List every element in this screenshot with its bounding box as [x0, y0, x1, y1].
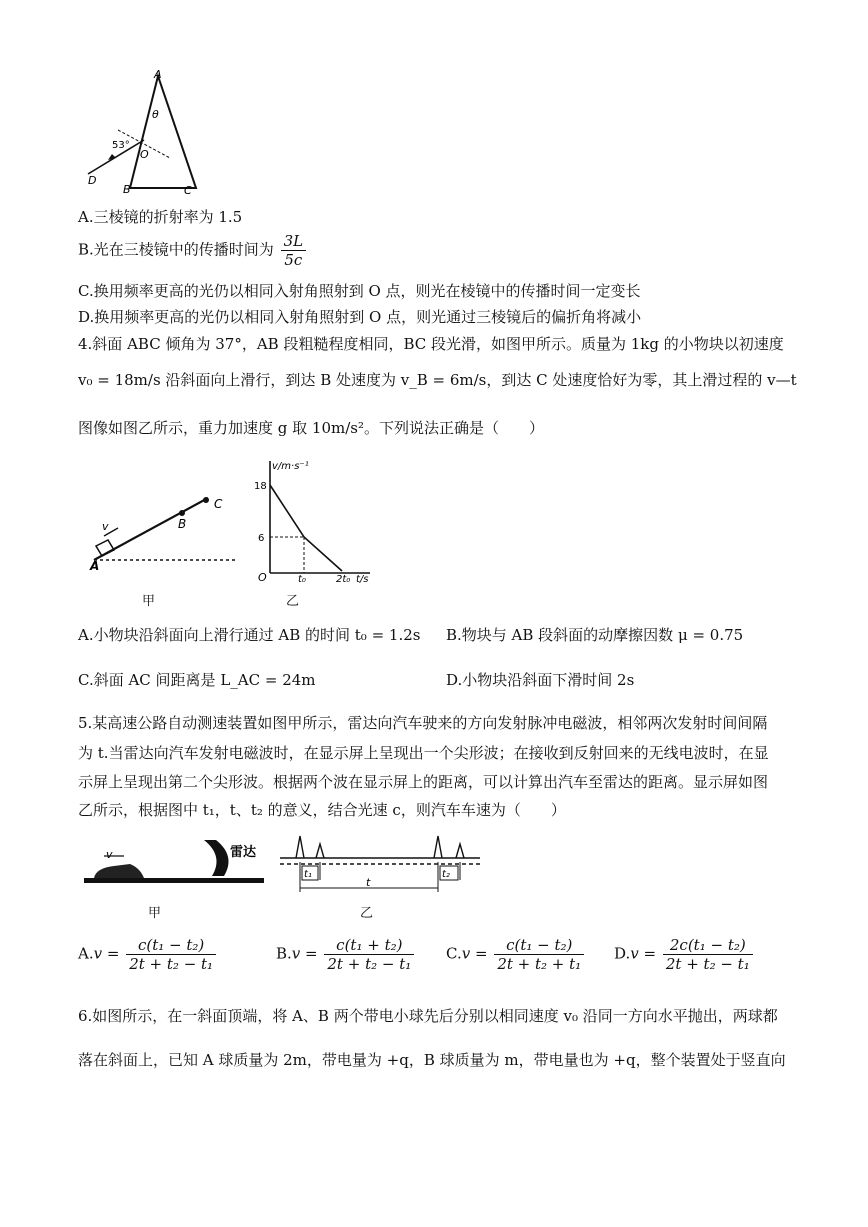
q5-fig-left-caption: 甲	[148, 906, 162, 921]
q4-stem-line2: v₀ = 18m/s 沿斜面向上滑行，到达 B 处速度为 v_B = 6m/s，到达 C 处速度恰好为零，其上滑过程的 v—t	[78, 371, 797, 389]
q4-stem-line3: 图像如图乙所示，重力加速度 g 取 10m/s²。下列说法正确是（ ）	[78, 419, 544, 437]
q4-fig-right-caption: 乙	[286, 594, 300, 609]
q5-option-c-prefix: C.	[446, 944, 462, 963]
vt-tick-6: 6	[258, 533, 265, 544]
q4-stem-line1: 4.斜面 ABC 倾角为 37°，AB 段粗糙程度相同，BC 段光滑，如图甲所示。质量为 1kg 的小物块以初速度	[78, 335, 784, 353]
vt-tick-18: 18	[254, 481, 267, 492]
q5-option-b: B.v = $\frac{\text{c(t₁ + t₂)}}{\text{2t + t₂ − t₁}}$	[276, 936, 416, 973]
q6-stem-line2: 落在斜面上，已知 A 球质量为 2m，带电量为 +q，B 球质量为 m，带电量也为 +q，整个装置处于竖直向	[78, 1051, 786, 1069]
q5-option-d-prefix: D.	[614, 944, 631, 963]
q4-fig-left-caption: 甲	[142, 594, 156, 609]
q3-option-c: C.换用频率更高的光仍以相同入射角照射到 O 点，则光在棱镜中的传播时间一定变长	[78, 282, 641, 300]
q4-option-d: D.小物块沿斜面下滑时间 2s	[446, 671, 635, 689]
vt-tick-2t0: 2t₀	[336, 574, 351, 583]
vt-tick-t0: t₀	[298, 574, 306, 583]
radar-t2-label: t₂	[442, 869, 450, 880]
vt-x-axis-label: t/s	[356, 574, 369, 583]
prism-vertex-B: B	[123, 183, 131, 196]
q6-stem-line1: 6.如图所示，在一斜面顶端，将 A、B 两个带电小球先后分别以相同速度 v₀ 沿同一方向水平抛出，两球都	[78, 1007, 778, 1025]
q3-option-b-numerator: 3L	[281, 232, 307, 251]
vt-graph	[252, 455, 382, 583]
prism-incident-angle: 53°	[112, 140, 130, 151]
slope-velocity-v: v	[102, 520, 109, 533]
q5-option-b-fraction	[324, 936, 414, 973]
prism-vertex-C: C	[184, 184, 192, 197]
q4-option-c: C.斜面 AC 间距离是 L_AC = 24m	[78, 671, 316, 689]
q5-option-b-denominator: 2t + t₂ − t₁	[327, 955, 412, 973]
q5-option-a: A.v = $\frac{\text{c(t₁ − t₂)}}{\text{2t + t₂ − t₁}}$	[78, 936, 218, 973]
slope-figure	[78, 488, 248, 580]
q3-option-b	[78, 232, 308, 269]
slope-point-B: B	[178, 517, 187, 531]
prism-point-O: O	[140, 148, 149, 161]
q5-option-d-denominator: 2t + t₂ − t₁	[665, 955, 750, 973]
q5-stem-line4: 乙所示，根据图中 t₁，t、t₂ 的意义，结合光速 c，则汽车车速为（ ）	[78, 801, 566, 819]
q5-option-c-fraction	[494, 936, 584, 973]
q5-option-a-fraction	[126, 936, 216, 973]
q5-option-a-prefix: A.	[78, 944, 94, 963]
q5-option-c-numerator: c(t₁ − t₂)	[494, 936, 584, 955]
q5-option-a-numerator: c(t₁ − t₂)	[126, 936, 216, 955]
vt-origin: O	[258, 571, 267, 583]
vt-y-axis-label: v/m·s⁻¹	[272, 461, 309, 472]
prism-point-D: D	[88, 174, 97, 187]
radar-t1-label: t₁	[304, 869, 312, 880]
q5-option-a-denominator: 2t + t₂ − t₁	[129, 955, 214, 973]
car-velocity-v: v	[106, 848, 113, 861]
q3-option-b-fraction	[281, 232, 307, 269]
q3-option-a: A.三棱镜的折射率为 1.5	[78, 208, 243, 226]
q4-option-b: B.物块与 AB 段斜面的动摩擦因数 μ = 0.75	[446, 626, 744, 644]
q5-fig-right-caption: 乙	[360, 906, 374, 921]
radar-label: 雷达	[230, 845, 257, 860]
slope-point-A: A	[90, 559, 100, 573]
q5-stem-line2: 为 t.当雷达向汽车发射电磁波时，在显示屏上呈现出一个尖形波；在接收到反射回来的无线电波时，在显	[78, 744, 769, 762]
q5-stem-line3: 示屏上呈现出第二个尖形波。根据两个波在显示屏上的距离，可以计算出汽车至雷达的距离。显示屏如图	[78, 773, 769, 791]
slope-point-C: C	[214, 497, 223, 511]
q5-option-c: C.v = $\frac{\text{c(t₁ − t₂)}}{\text{2t + t₂ + t₁}}$	[446, 936, 586, 973]
radar-t-label: t	[366, 876, 371, 889]
q5-option-d-numerator: 2c(t₁ − t₂)	[663, 936, 753, 955]
q3-option-d: D.换用频率更高的光仍以相同入射角照射到 O 点，则光通过三棱镜后的偏折角将减小	[78, 308, 642, 326]
q5-option-c-denominator: 2t + t₂ + t₁	[497, 955, 582, 973]
q5-stem-line1: 5.某高速公路自动测速装置如图甲所示，雷达向汽车驶来的方向发射脉冲电磁波，相邻两次发射时间间隔	[78, 714, 768, 732]
prism-angle-theta: θ	[152, 108, 159, 121]
q5-option-d-fraction	[663, 936, 753, 973]
q3-option-b-denominator: 5c	[284, 251, 303, 269]
radar-car-figure	[84, 834, 274, 892]
q5-option-d: D.v = $\frac{\text{2c(t₁ − t₂)}}{\text{2t + t₂ − t₁}}$	[614, 936, 755, 973]
q4-option-a: A.小物块沿斜面向上滑行通过 AB 的时间 t₀ = 1.2s	[78, 626, 421, 644]
prism-vertex-A: A	[154, 68, 162, 81]
prism-figure	[78, 66, 218, 198]
q5-option-b-prefix: B.	[276, 944, 292, 963]
q5-option-b-numerator: c(t₁ + t₂)	[324, 936, 414, 955]
radar-screen-figure	[280, 832, 490, 898]
q3-option-b-text: B.光在三棱镜中的传播时间为	[78, 240, 274, 259]
